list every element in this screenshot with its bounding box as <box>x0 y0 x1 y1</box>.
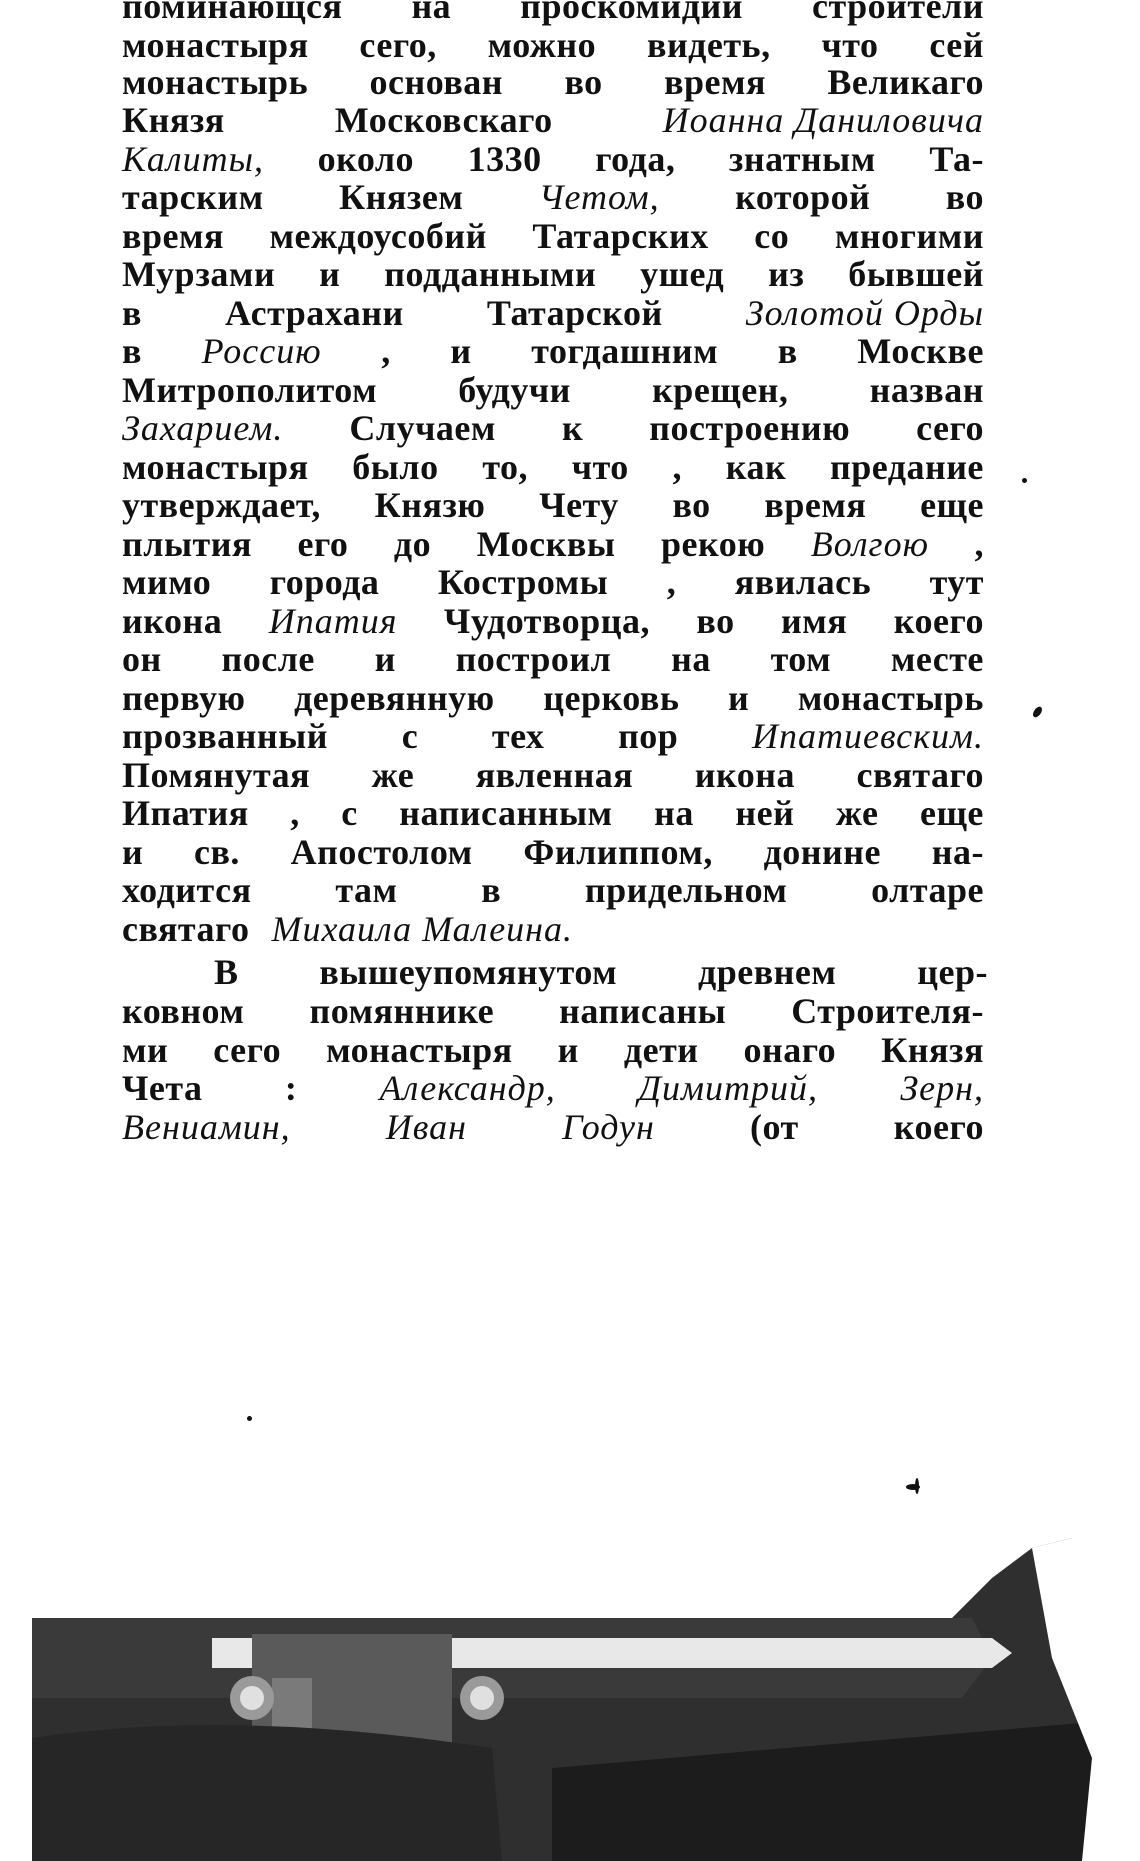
word: Астрахани <box>225 293 404 333</box>
word: в <box>481 870 502 910</box>
word: олтаре <box>871 870 984 910</box>
word: на <box>654 793 694 833</box>
word: ходится <box>122 870 252 910</box>
scan-speck <box>915 1478 919 1494</box>
word: Зерн, <box>900 1068 984 1108</box>
word: (от <box>749 1107 799 1147</box>
word: утверждает, <box>122 485 321 525</box>
text-line <box>122 678 984 718</box>
word: Михаила Малеина. <box>271 909 574 949</box>
word: вышеупомянутом <box>319 952 618 992</box>
word: на <box>671 639 711 679</box>
word: в <box>777 331 798 371</box>
word: тех <box>491 716 545 756</box>
word: поминающся <box>122 0 343 26</box>
word: 1330 <box>467 139 542 179</box>
word: деревянную <box>294 678 495 718</box>
word: Москве <box>857 331 984 371</box>
word: мимо <box>122 562 212 602</box>
word: Князя <box>122 100 225 140</box>
word: и <box>319 254 341 294</box>
word: Помянутая <box>122 755 311 795</box>
word: его <box>297 524 349 564</box>
word: , <box>974 524 984 564</box>
word: Золотой Орды <box>745 293 984 333</box>
text-line <box>122 408 984 448</box>
word: и <box>122 832 144 872</box>
word: он <box>122 639 162 679</box>
text-line <box>122 755 984 795</box>
word: города <box>269 562 380 602</box>
text-line <box>122 562 984 602</box>
word: онаго <box>743 1030 837 1070</box>
word: Татарских <box>532 216 709 256</box>
text-line <box>122 524 984 564</box>
word: Захарием. <box>122 408 284 448</box>
word: первую <box>122 678 246 718</box>
word: на <box>411 0 452 26</box>
word: Ипатия <box>268 601 398 641</box>
text-line <box>122 100 984 140</box>
word: и <box>450 331 472 371</box>
word: Татарской <box>486 293 663 333</box>
word: Москвы <box>476 524 616 564</box>
word: святаго <box>122 909 250 949</box>
word: написаны <box>559 991 727 1031</box>
word: сего <box>213 1030 282 1070</box>
word: цер- <box>917 952 988 992</box>
word: Костромы <box>437 562 609 602</box>
text-line <box>122 485 984 525</box>
word: написанным <box>399 793 613 833</box>
word: явленная <box>475 755 634 795</box>
word: придельном <box>584 870 788 910</box>
word: во <box>696 601 735 641</box>
word: ковном <box>122 991 245 1031</box>
scan-speck <box>1022 478 1027 483</box>
text-line <box>122 909 984 949</box>
word: которой <box>735 177 871 217</box>
word: что <box>571 447 629 487</box>
text-line <box>122 870 984 910</box>
word: назван <box>869 370 984 410</box>
word: бывшей <box>848 254 984 294</box>
word: время <box>664 62 767 102</box>
word: пор <box>618 716 679 756</box>
word: Князем <box>339 177 464 217</box>
word: построил <box>455 639 612 679</box>
word: крещен, <box>652 370 789 410</box>
word: монастырь <box>122 62 309 102</box>
word: Филиппом, <box>523 832 713 872</box>
word: сей <box>929 25 984 65</box>
word: как <box>725 447 787 487</box>
word: ней <box>735 793 795 833</box>
text-line <box>122 793 984 833</box>
word: Московскаго <box>334 100 553 140</box>
word: Апостолом <box>290 832 473 872</box>
text-line <box>122 254 984 294</box>
word: , <box>672 447 683 487</box>
word: Россию <box>201 331 322 371</box>
word: с <box>341 793 358 833</box>
word: прозванный <box>122 716 329 756</box>
word: плытия <box>122 524 252 564</box>
text-line <box>122 639 984 679</box>
word: Ипатиевским. <box>752 716 984 756</box>
word: еще <box>920 485 984 525</box>
word: Иоанна Даниловича <box>662 100 984 140</box>
word: Князя <box>881 1030 984 1070</box>
word: сего, <box>359 25 437 65</box>
word: то, <box>482 447 529 487</box>
word: Та- <box>929 139 984 179</box>
word: месте <box>890 639 984 679</box>
scanner-hardware-edge <box>32 1538 1140 1861</box>
word: и <box>557 1030 579 1070</box>
word: В <box>214 952 239 992</box>
word: предание <box>829 447 984 487</box>
text-line <box>122 1030 984 1070</box>
word: с <box>401 716 419 756</box>
word: из <box>768 254 805 294</box>
word: икона <box>122 601 223 641</box>
word: сего <box>916 408 984 448</box>
word: построению <box>649 408 851 448</box>
word: года, <box>595 139 676 179</box>
word: знатным <box>728 139 876 179</box>
word: во <box>564 62 603 102</box>
word: Князю <box>374 485 486 525</box>
word: время <box>122 216 224 256</box>
text-line <box>122 331 984 371</box>
word: строители <box>812 0 984 26</box>
word: там <box>335 870 398 910</box>
word: Годун <box>562 1107 655 1147</box>
word: Мурзами <box>122 254 276 294</box>
word: в <box>122 331 142 371</box>
word: св. <box>194 832 240 872</box>
word: Митрополитом <box>122 370 378 410</box>
word: еще <box>920 793 984 833</box>
text-line <box>122 139 984 179</box>
text-line <box>122 62 984 102</box>
text-line <box>122 370 984 410</box>
word: многими <box>834 216 984 256</box>
text-line <box>122 216 984 256</box>
text-line <box>122 25 984 65</box>
word: донине <box>763 832 882 872</box>
word: Случаем <box>349 408 496 448</box>
word: же <box>371 755 415 795</box>
word: тарским <box>122 177 264 217</box>
word: Александр, <box>379 1068 556 1108</box>
text-line <box>122 0 984 26</box>
word: на- <box>931 832 984 872</box>
word: святаго <box>856 755 984 795</box>
word: проскомидии <box>520 0 743 26</box>
scan-speck <box>247 1416 252 1421</box>
word: тут <box>929 562 984 602</box>
word: и <box>727 678 750 718</box>
word: древнем <box>698 952 837 992</box>
word: до <box>393 524 432 564</box>
word: Великаго <box>827 62 984 102</box>
word: : <box>284 1068 298 1108</box>
word: Строителя- <box>791 991 984 1031</box>
word: дети <box>623 1030 699 1070</box>
word: междоусобий <box>269 216 487 256</box>
text-line <box>122 1068 984 1108</box>
text-line <box>122 952 988 992</box>
word: ушед <box>640 254 725 294</box>
word: Чета <box>122 1068 203 1108</box>
word: к <box>561 408 584 448</box>
word: и <box>374 639 396 679</box>
text-line <box>122 447 984 487</box>
word: , <box>290 793 300 833</box>
word: подданными <box>384 254 597 294</box>
word: после <box>221 639 315 679</box>
word: же <box>835 793 879 833</box>
word: во <box>672 485 711 525</box>
word: тогдашним <box>531 331 719 371</box>
word: явилась <box>734 562 872 602</box>
word: со <box>754 216 790 256</box>
word: основан <box>369 62 504 102</box>
text-line <box>122 1107 984 1147</box>
word: в <box>122 293 142 333</box>
word: икона <box>694 755 796 795</box>
word: можно <box>487 25 597 65</box>
word: ми <box>122 1030 169 1070</box>
word: Калиты, <box>122 139 264 179</box>
word: церковь <box>543 678 680 718</box>
word: будучи <box>458 370 571 410</box>
text-line <box>122 716 984 756</box>
text-line <box>122 832 984 872</box>
word: , <box>381 331 391 371</box>
word: Димитрий, <box>638 1068 819 1108</box>
word: во <box>945 177 984 217</box>
word: было <box>352 447 439 487</box>
text-line <box>122 293 984 333</box>
word: Волгою <box>810 524 929 564</box>
word: время <box>764 485 867 525</box>
word: Чудотворца, <box>443 601 650 641</box>
word: том <box>770 639 832 679</box>
word: Ипатия <box>122 793 249 833</box>
word: Чету <box>539 485 619 525</box>
word: Иван <box>385 1107 468 1147</box>
text-line <box>122 601 984 641</box>
word: Вениамин, <box>122 1107 291 1147</box>
word: коего <box>893 601 984 641</box>
text-line <box>122 177 984 217</box>
word: коего <box>893 1107 984 1147</box>
text-line <box>122 991 984 1031</box>
word: , <box>666 562 677 602</box>
word: рекою <box>660 524 766 564</box>
word: имя <box>781 601 848 641</box>
word: видеть, <box>647 25 771 65</box>
word: монастыря <box>326 1030 513 1070</box>
word: около <box>317 139 415 179</box>
scan-speck <box>1031 705 1044 719</box>
word: монастыря <box>122 447 309 487</box>
word: что <box>821 25 879 65</box>
word: монастыря <box>122 25 309 65</box>
word: помяннике <box>309 991 495 1031</box>
word: монастырь <box>797 678 984 718</box>
word: Четом, <box>538 177 660 217</box>
